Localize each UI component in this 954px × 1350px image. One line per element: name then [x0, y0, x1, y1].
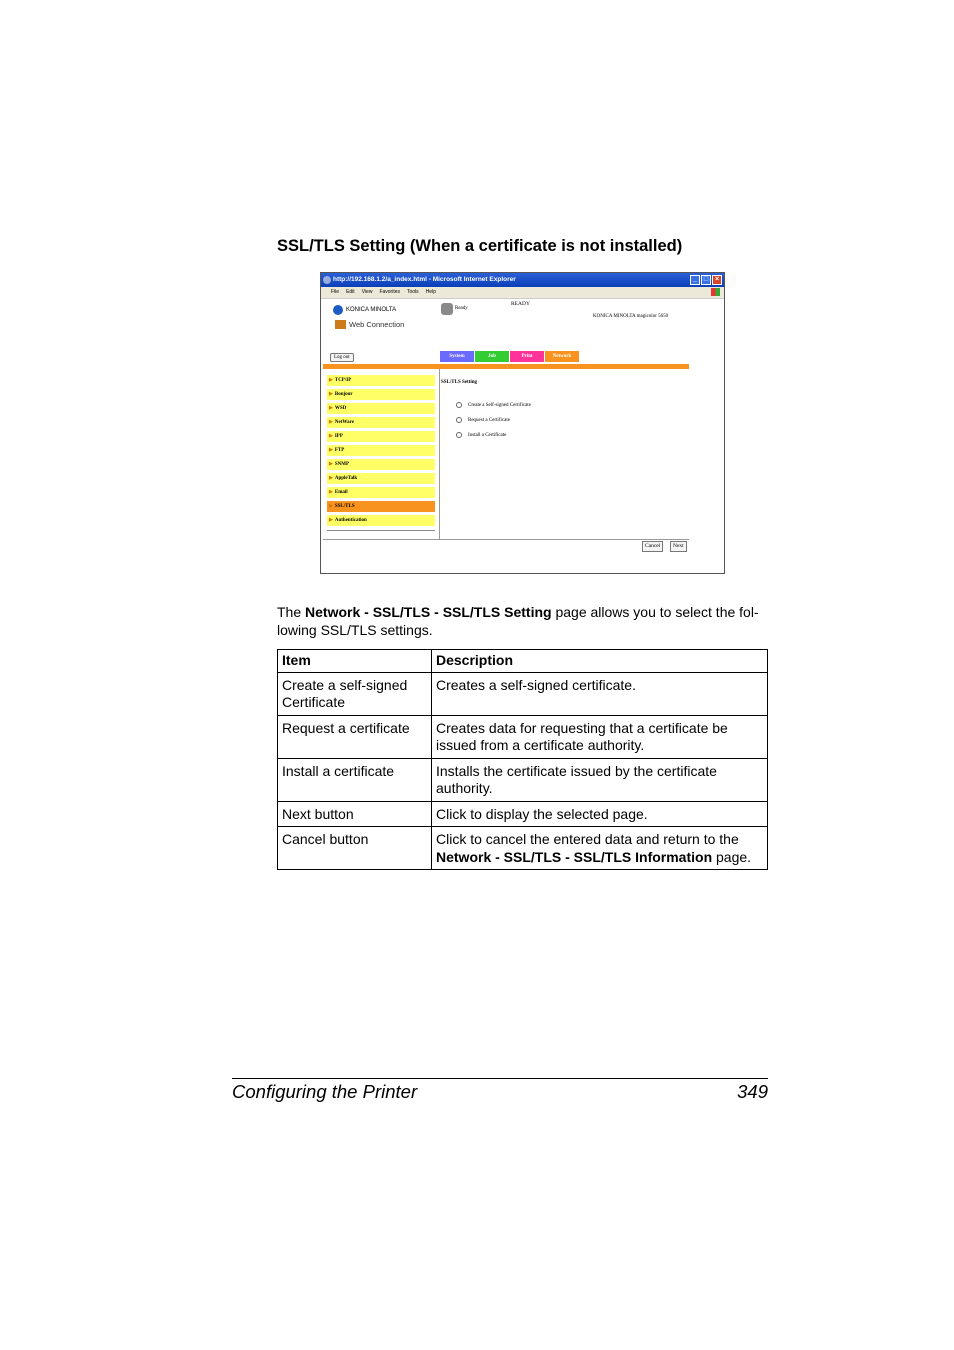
description-cell: Click to cancel the entered data and return to the Network - SSL/TLS - SSL/TLS Information page.	[432, 827, 768, 870]
tab-job[interactable]: Job	[475, 351, 509, 362]
maximize-icon[interactable]: □	[701, 275, 711, 285]
item-cell: Create a self-signed Certificate	[278, 672, 432, 715]
title-bar	[321, 273, 724, 287]
menu-edit[interactable]: Edit	[346, 289, 355, 295]
option-self-signed[interactable]: Create a Self-signed Certificate	[456, 402, 531, 408]
item-cell: Install a certificate	[278, 758, 432, 801]
window-title: http://192.168.1.2/a_index.html - Microsoft Internet Explorer	[333, 276, 516, 283]
menu-view[interactable]: View	[361, 289, 373, 295]
tab-network[interactable]: Network	[545, 351, 579, 362]
sidebar-item-ipp[interactable]: ▶ IPP	[327, 431, 435, 442]
option-request[interactable]: Request a Certificate	[456, 417, 510, 423]
page-number: 349	[737, 1081, 768, 1102]
sidebar-item-email[interactable]: ▶ Email	[327, 487, 435, 498]
menu-file[interactable]: File	[331, 289, 340, 295]
menu-favorites[interactable]: Favorites	[379, 289, 400, 295]
description-cell: Installs the certificate issued by the certificate authority.	[432, 758, 768, 801]
printer-icon	[441, 303, 453, 315]
table-row	[278, 672, 768, 715]
header-description: Description	[432, 650, 768, 673]
table-row	[278, 801, 768, 827]
web-content	[323, 300, 721, 570]
table-row	[278, 715, 768, 758]
konica-logo-icon	[333, 305, 343, 315]
sidebar-item-netware[interactable]: ▶ NetWare	[327, 417, 435, 428]
item-cell: Request a certificate	[278, 715, 432, 758]
browser-screenshot	[320, 272, 725, 574]
tab-bar	[440, 351, 579, 362]
footer-rule	[232, 1078, 768, 1079]
sidebar-item-appletalk[interactable]: ▶ AppleTalk	[327, 473, 435, 484]
cancel-button[interactable]: Cancel	[642, 541, 663, 552]
menu-help[interactable]: Help	[425, 289, 436, 295]
arrow-icon: ▶	[329, 518, 333, 523]
tab-system[interactable]: System	[440, 351, 474, 362]
sidebar-item-ssltls[interactable]: ▶ SSL/TLS	[327, 501, 435, 512]
printer-model: KONICA MINOLTA magicolor 5650	[593, 314, 669, 319]
ie-icon	[323, 276, 331, 284]
status-caps: READY	[511, 301, 530, 307]
arrow-icon: ▶	[329, 420, 333, 425]
tab-print[interactable]: Print	[510, 351, 544, 362]
radio-icon[interactable]	[456, 432, 462, 438]
web-connection-logo: Web Connection	[335, 320, 404, 329]
intro-bold: Network - SSL/TLS - SSL/TLS Setting	[305, 604, 552, 620]
windows-flag-icon	[711, 288, 720, 296]
description-cell: Creates a self-signed certificate.	[432, 672, 768, 715]
arrow-icon: ▶	[329, 434, 333, 439]
radio-icon[interactable]	[456, 417, 462, 423]
sidebar-item-snmp[interactable]: ▶ SNMP	[327, 459, 435, 470]
arrow-icon: ▶	[329, 392, 333, 397]
table-row	[278, 827, 768, 870]
sidebar-item-wsd[interactable]: ▶ WSD	[327, 403, 435, 414]
ssl-page-heading: SSL/TLS Setting	[441, 380, 477, 385]
arrow-icon: ▶	[329, 462, 333, 467]
sidebar	[327, 375, 435, 529]
footer-divider	[323, 539, 689, 540]
footer-chapter: Configuring the Printer	[232, 1081, 418, 1102]
table-row	[278, 758, 768, 801]
arrow-icon: ▶	[329, 490, 333, 495]
header-item: Item	[278, 650, 432, 673]
panel-divider	[439, 369, 440, 539]
status-small: Ready	[455, 306, 468, 311]
pagescope-logo-icon	[335, 320, 346, 329]
description-cell: Click to display the selected page.	[432, 801, 768, 827]
section-title: SSL/TLS Setting (When a certificate is not installed)	[277, 237, 683, 255]
arrow-icon: ▶	[329, 504, 333, 509]
sidebar-item-bonjour[interactable]: ▶ Bonjour	[327, 389, 435, 400]
minimize-icon[interactable]: _	[690, 275, 700, 285]
menu-bar	[321, 287, 724, 299]
settings-table	[277, 649, 768, 870]
item-cell: Cancel button	[278, 827, 432, 870]
description-cell: Creates data for requesting that a certificate be issued from a certificate authority.	[432, 715, 768, 758]
option-install[interactable]: Install a Certificate	[456, 432, 506, 438]
item-cell: Next button	[278, 801, 432, 827]
next-button[interactable]: Next	[670, 541, 687, 552]
radio-icon[interactable]	[456, 402, 462, 408]
arrow-icon: ▶	[329, 476, 333, 481]
sidebar-item-ftp[interactable]: ▶ FTP	[327, 445, 435, 456]
close-icon[interactable]: ×	[712, 275, 722, 285]
sidebar-item-tcpip[interactable]: ▶ TCP/IP	[327, 375, 435, 386]
logout-button[interactable]: Log out	[330, 353, 354, 362]
intro-paragraph: The Network - SSL/TLS - SSL/TLS Setting page allows you to select the fol-lowing SSL/TLS settings.	[277, 604, 759, 638]
orange-divider	[323, 364, 689, 369]
arrow-icon: ▶	[329, 378, 333, 383]
table-header-row	[278, 650, 768, 673]
arrow-icon: ▶	[329, 448, 333, 453]
arrow-icon: ▶	[329, 406, 333, 411]
brand-logo: KONICA MINOLTA	[333, 305, 396, 315]
menu-tools[interactable]: Tools	[407, 289, 419, 295]
sidebar-item-authentication[interactable]: ▶ Authentication	[327, 515, 435, 526]
sidebar-separator	[327, 530, 435, 531]
